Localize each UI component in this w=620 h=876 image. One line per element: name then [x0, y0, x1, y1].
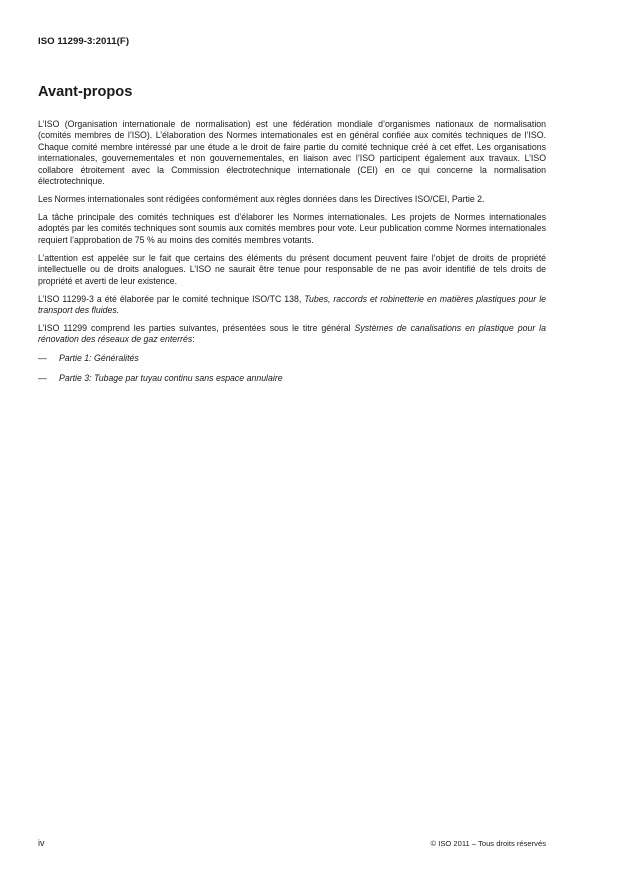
page-title: Avant-propos	[38, 84, 133, 100]
series-parts-lead: L’ISO 11299 comprend les parties suivantes, présentées sous le titre général	[38, 323, 351, 334]
paragraph-drafting-rules: Les Normes internationales sont rédigées conformément aux règles données dans les Directives ISO/CEI, Partie 2.	[38, 194, 485, 205]
paragraph-prepared-by	[38, 294, 546, 317]
series-parts-colon: :	[192, 334, 195, 345]
dash-marker: —	[38, 373, 47, 384]
prepared-by-lead: L’ISO 11299-3 a été élaborée par le comité technique ISO/TC 138,	[38, 293, 302, 304]
copyright-notice: © ISO 2011 – Tous droits réservés	[430, 839, 546, 848]
paragraph-series-parts	[38, 323, 546, 346]
dash-marker: —	[38, 352, 47, 363]
paragraph-technical-committees: La tâche principale des comités techniques est d’élaborer les Normes internationales. Les projets de Normes internationales adoptés par les comités techniques sont soumis aux comités membres pour vote. Leur publication comme Normes internationales requiert l’approbation de 75 % au moins des comités membres votants.	[38, 212, 546, 245]
document-id-header: ISO 11299-3:2011(F)	[38, 36, 130, 47]
part-title: Partie 3: Tubage par tuyau continu sans espace annulaire	[59, 373, 283, 384]
paragraph-patent-rights: L’attention est appelée sur le fait que certains des éléments du présent document peuvent faire l’objet de droits de propriété intellectuelle ou de droits analogues. L’ISO ne saurait être tenue pour responsable de ne pas avoir identifié de tels droits de propriété et averti de leur existence.	[38, 252, 546, 286]
series-general-title: Systèmes de canalisations en plastique pour la rénovation des réseaux de gaz enterrés	[38, 323, 546, 345]
foreword-body	[38, 119, 546, 394]
list-item	[38, 373, 546, 384]
list-item	[38, 353, 546, 364]
page-number: iv	[38, 838, 45, 848]
committee-title: Tubes, raccords et robinetterie en matières plastiques pour le transport des fluides.	[38, 293, 546, 316]
part-title: Partie 1: Généralités	[59, 352, 139, 363]
paragraph-iso-organisation: L’ISO (Organisation internationale de normalisation) est une fédération mondiale d’organismes nationaux de normalisation (comités membres de l’ISO). L’élaboration des Normes internationales est en général confiée aux comités techniques de l’ISO. Chaque comité membre intéressé par une étude a le droit de faire partie du comité technique créé à cet effet. Les organisations internationales, gouvernementales et non gouvernementales, en liaison avec l’ISO participent également aux travaux. L’ISO collabore étroitement avec la Commission électrotechnique internationale (CEI) en ce qui concerne la normalisation électrotechnique.	[38, 119, 546, 187]
